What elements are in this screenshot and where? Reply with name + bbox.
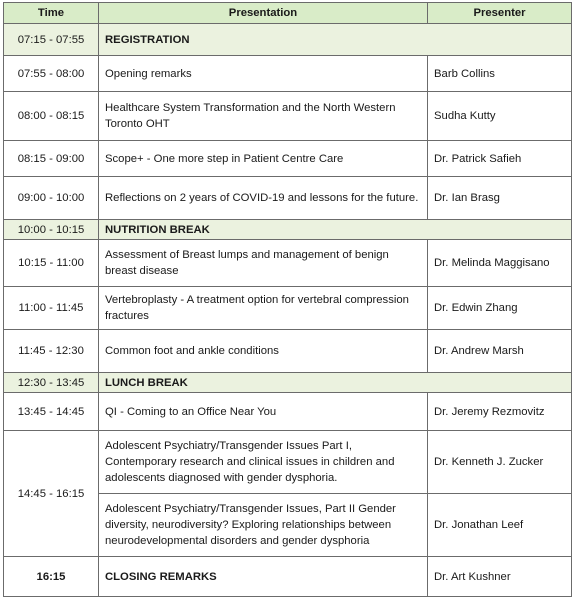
row-presenter: Barb Collins <box>428 56 572 92</box>
row-presenter: Dr. Art Kushner <box>428 557 572 597</box>
row-presentation: Adolescent Psychiatry/Transgender Issues Part I, Contemporary research and clinical issues in children and adolescents diagnosed with gender dysphoria. <box>99 431 428 494</box>
row-presentation: NUTRITION BREAK <box>99 220 572 240</box>
row-presentation: Assessment of Breast lumps and management of benign breast disease <box>99 240 428 287</box>
row-presenter: Dr. Jonathan Leef <box>428 494 572 557</box>
row-presenter: Dr. Ian Brasg <box>428 177 572 220</box>
row-presentation: CLOSING REMARKS <box>99 557 428 597</box>
row-presenter: Dr. Jeremy Rezmovitz <box>428 393 572 431</box>
row-presentation: QI - Coming to an Office Near You <box>99 393 428 431</box>
table-row-lunch-break <box>4 373 572 393</box>
row-presenter: Dr. Andrew Marsh <box>428 330 572 373</box>
row-presentation: Opening remarks <box>99 56 428 92</box>
table-row-closing <box>4 557 572 597</box>
row-presenter: Sudha Kutty <box>428 92 572 141</box>
header-time: Time <box>4 3 99 24</box>
row-time: 14:45 - 16:15 <box>4 431 99 557</box>
row-presentation: Reflections on 2 years of COVID-19 and lessons for the future. <box>99 177 428 220</box>
row-time: 08:00 - 08:15 <box>4 92 99 141</box>
row-presentation: Vertebroplasty - A treatment option for vertebral compression fractures <box>99 287 428 330</box>
row-time: 11:45 - 12:30 <box>4 330 99 373</box>
header-presenter: Presenter <box>428 3 572 24</box>
table-row <box>4 141 572 177</box>
row-time: 10:00 - 10:15 <box>4 220 99 240</box>
row-time: 09:00 - 10:00 <box>4 177 99 220</box>
row-presentation: REGISTRATION <box>99 24 572 56</box>
row-presentation: LUNCH BREAK <box>99 373 572 393</box>
row-presenter: Dr. Kenneth J. Zucker <box>428 431 572 494</box>
table-row <box>4 287 572 330</box>
agenda-table <box>3 2 572 597</box>
header-row <box>4 3 572 24</box>
row-presenter: Dr. Melinda Maggisano <box>428 240 572 287</box>
table-row <box>4 240 572 287</box>
table-row <box>4 330 572 373</box>
row-time: 07:55 - 08:00 <box>4 56 99 92</box>
row-presentation: Adolescent Psychiatry/Transgender Issues, Part II Gender diversity, neurodiversity? Exploring relationships between neurodevelopmental disorders and gender dysphoria <box>99 494 428 557</box>
table-row <box>4 56 572 92</box>
row-presenter: Dr. Patrick Safieh <box>428 141 572 177</box>
header-presentation: Presentation <box>99 3 428 24</box>
row-time: 16:15 <box>4 557 99 597</box>
table-row <box>4 177 572 220</box>
row-time: 11:00 - 11:45 <box>4 287 99 330</box>
row-time: 13:45 - 14:45 <box>4 393 99 431</box>
row-presentation: Scope+ - One more step in Patient Centre Care <box>99 141 428 177</box>
row-time: 12:30 - 13:45 <box>4 373 99 393</box>
table-row-registration <box>4 24 572 56</box>
table-row-nutrition-break <box>4 220 572 240</box>
row-time: 08:15 - 09:00 <box>4 141 99 177</box>
row-time: 07:15 - 07:55 <box>4 24 99 56</box>
table-row <box>4 393 572 431</box>
table-row <box>4 92 572 141</box>
row-presentation: Healthcare System Transformation and the North Western Toronto OHT <box>99 92 428 141</box>
row-presentation: Common foot and ankle conditions <box>99 330 428 373</box>
table-row <box>4 431 572 494</box>
row-presenter: Dr. Edwin Zhang <box>428 287 572 330</box>
row-time: 10:15 - 11:00 <box>4 240 99 287</box>
